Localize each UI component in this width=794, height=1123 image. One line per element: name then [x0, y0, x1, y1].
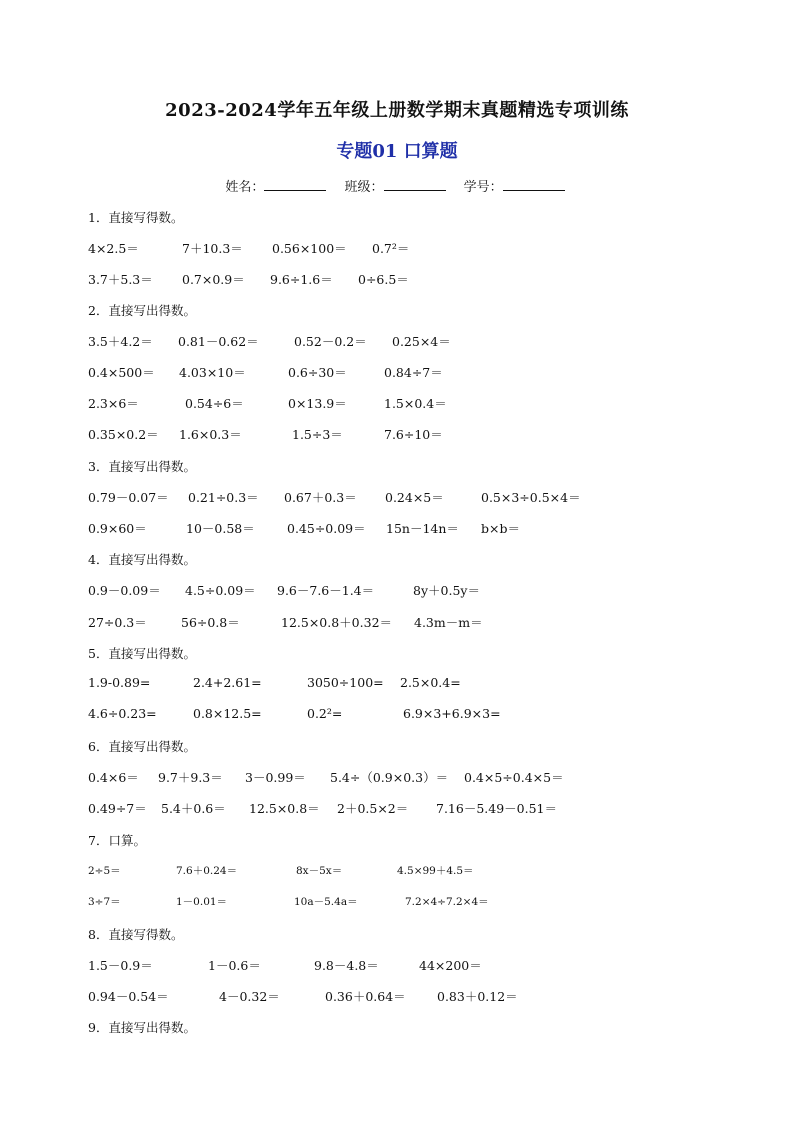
problem: 15n－14n＝ [386, 521, 459, 536]
problem: 0.21÷0.3＝ [188, 490, 259, 505]
problem: 12.5×0.8＋0.32＝ [281, 615, 393, 630]
question-heading: 2．直接写出得数。 [88, 303, 196, 318]
problem: 4.5×99＋4.5＝ [397, 865, 474, 877]
problem: 3050÷100= [307, 675, 384, 690]
question-heading: 7．口算。 [88, 833, 146, 848]
problem: 0.25×4＝ [392, 334, 451, 349]
problem: 1.5÷3＝ [292, 427, 343, 442]
problem: 0.4×500＝ [88, 365, 155, 380]
question-heading: 8．直接写得数。 [88, 927, 184, 942]
problem: 0.36＋0.64＝ [325, 989, 406, 1004]
problem: 2.5×0.4= [400, 675, 461, 690]
question-heading: 9．直接写出得数。 [88, 1020, 196, 1035]
id-label: 学号： [463, 180, 503, 195]
problem: 2÷5＝ [88, 865, 121, 877]
problem: 4×2.5＝ [88, 241, 139, 256]
problem: 0.54÷6＝ [185, 396, 244, 411]
problem-row [0, 363, 794, 381]
problem: 0.56×100＝ [272, 241, 347, 256]
problem: 7＋10.3＝ [182, 241, 243, 256]
problem: 0.52－0.2＝ [294, 334, 367, 349]
problem: 10－0.58＝ [186, 521, 255, 536]
problem: 2.4+2.61= [193, 675, 262, 690]
problem-row [0, 581, 794, 599]
problem: 3.7＋5.3＝ [88, 272, 153, 287]
class-label: 班级： [344, 180, 384, 195]
problem: 0.4×5÷0.4×5＝ [464, 770, 564, 785]
problem: 3－0.99＝ [245, 770, 306, 785]
question-heading: 5．直接写出得数。 [88, 646, 196, 661]
problem: 9.8－4.8＝ [314, 958, 379, 973]
problem-row [0, 239, 794, 257]
problem-row [0, 987, 794, 1005]
problem: 9.6÷1.6＝ [270, 272, 333, 287]
problem-row [0, 394, 794, 412]
problem-row [0, 425, 794, 443]
problem: 0.67＋0.3＝ [284, 490, 357, 505]
problem: 0÷6.5＝ [358, 272, 409, 287]
problem: 5.4＋0.6＝ [161, 801, 226, 816]
problem: 9.6－7.6－1.4＝ [277, 583, 375, 598]
problem-row [0, 799, 794, 817]
problem: 0.6÷30＝ [288, 365, 347, 380]
class-blank[interactable] [384, 178, 446, 191]
problem: 0.84÷7＝ [384, 365, 443, 380]
problem: 0.49÷7＝ [88, 801, 147, 816]
problem: 0.4×6＝ [88, 770, 139, 785]
problem: 10a－5.4a＝ [294, 896, 358, 908]
problem: 7.6＋0.24＝ [176, 865, 238, 877]
name-blank[interactable] [264, 178, 326, 191]
problem: 0.81－0.62＝ [178, 334, 259, 349]
id-blank[interactable] [503, 178, 565, 191]
problem-row [0, 270, 794, 288]
name-label: 姓名： [225, 180, 265, 195]
problem-row [0, 956, 794, 974]
problem-row [0, 863, 794, 881]
problem: 12.5×0.8＝ [249, 801, 320, 816]
problem: 4.03×10＝ [179, 365, 246, 380]
problem: 9.7＋9.3＝ [158, 770, 223, 785]
problem: b×b＝ [481, 521, 520, 536]
problem: 0.24×5＝ [385, 490, 444, 505]
problem-row [0, 519, 794, 537]
problem: 56÷0.8＝ [181, 615, 240, 630]
problem: 0.7×0.9＝ [182, 272, 245, 287]
problem-row [0, 613, 794, 631]
problem: 6.9×3+6.9×3= [403, 706, 501, 721]
problem: 4－0.32＝ [219, 989, 280, 1004]
student-info [0, 176, 794, 195]
problem: 0.9×60＝ [88, 521, 147, 536]
problem: 8x－5x＝ [296, 865, 343, 877]
problem: 7.6÷10＝ [384, 427, 443, 442]
problem: 0.94－0.54＝ [88, 989, 169, 1004]
problem-row [0, 706, 794, 724]
problem: 44×200＝ [419, 958, 482, 973]
problem: 0×13.9＝ [288, 396, 347, 411]
problem: 4.6÷0.23= [88, 706, 157, 721]
problem: 8y＋0.5y＝ [413, 583, 480, 598]
problem: 2.3×6＝ [88, 396, 139, 411]
problem: 0.9－0.09＝ [88, 583, 161, 598]
problem: 3.5＋4.2＝ [88, 334, 153, 349]
problem: 0.35×0.2＝ [88, 427, 159, 442]
problem: 27÷0.3＝ [88, 615, 147, 630]
problem: 0.8×12.5= [193, 706, 262, 721]
problem-row [0, 768, 794, 786]
problem: 0.5×3÷0.5×4＝ [481, 490, 581, 505]
problem: 5.4÷（0.9×0.3）＝ [330, 770, 449, 785]
problem-row [0, 894, 794, 912]
problem: 0.45÷0.09＝ [287, 521, 366, 536]
problem: 1.9-0.89= [88, 675, 151, 690]
problem: 0.2²= [307, 706, 343, 721]
problem: 1－0.6＝ [208, 958, 261, 973]
problem: 0.83＋0.12＝ [437, 989, 518, 1004]
problem-row [0, 675, 794, 693]
problem-row [0, 488, 794, 506]
problem: 4.3m－m＝ [414, 615, 483, 630]
problem: 1.6×0.3＝ [179, 427, 242, 442]
problem: 1.5×0.4＝ [384, 396, 447, 411]
problem: 7.2×4÷7.2×4＝ [405, 896, 489, 908]
problem: 1－0.01＝ [176, 896, 228, 908]
problem: 2＋0.5×2＝ [337, 801, 409, 816]
question-heading: 4．直接写出得数。 [88, 552, 196, 567]
problem: 1.5－0.9＝ [88, 958, 153, 973]
problem: 3÷7＝ [88, 896, 121, 908]
question-heading: 3．直接写出得数。 [88, 459, 196, 474]
problem: 0.79－0.07＝ [88, 490, 169, 505]
question-heading: 1．直接写得数。 [88, 210, 184, 225]
question-heading: 6．直接写出得数。 [88, 739, 196, 754]
problem: 4.5÷0.09＝ [185, 583, 256, 598]
problem: 7.16－5.49－0.51＝ [436, 801, 557, 816]
problem-row [0, 332, 794, 350]
page-subtitle: 专题01 口算题 [336, 141, 458, 162]
problem: 0.7²＝ [372, 241, 410, 256]
page-title: 2023-2024学年五年级上册数学期末真题精选专项训练 [165, 100, 629, 121]
